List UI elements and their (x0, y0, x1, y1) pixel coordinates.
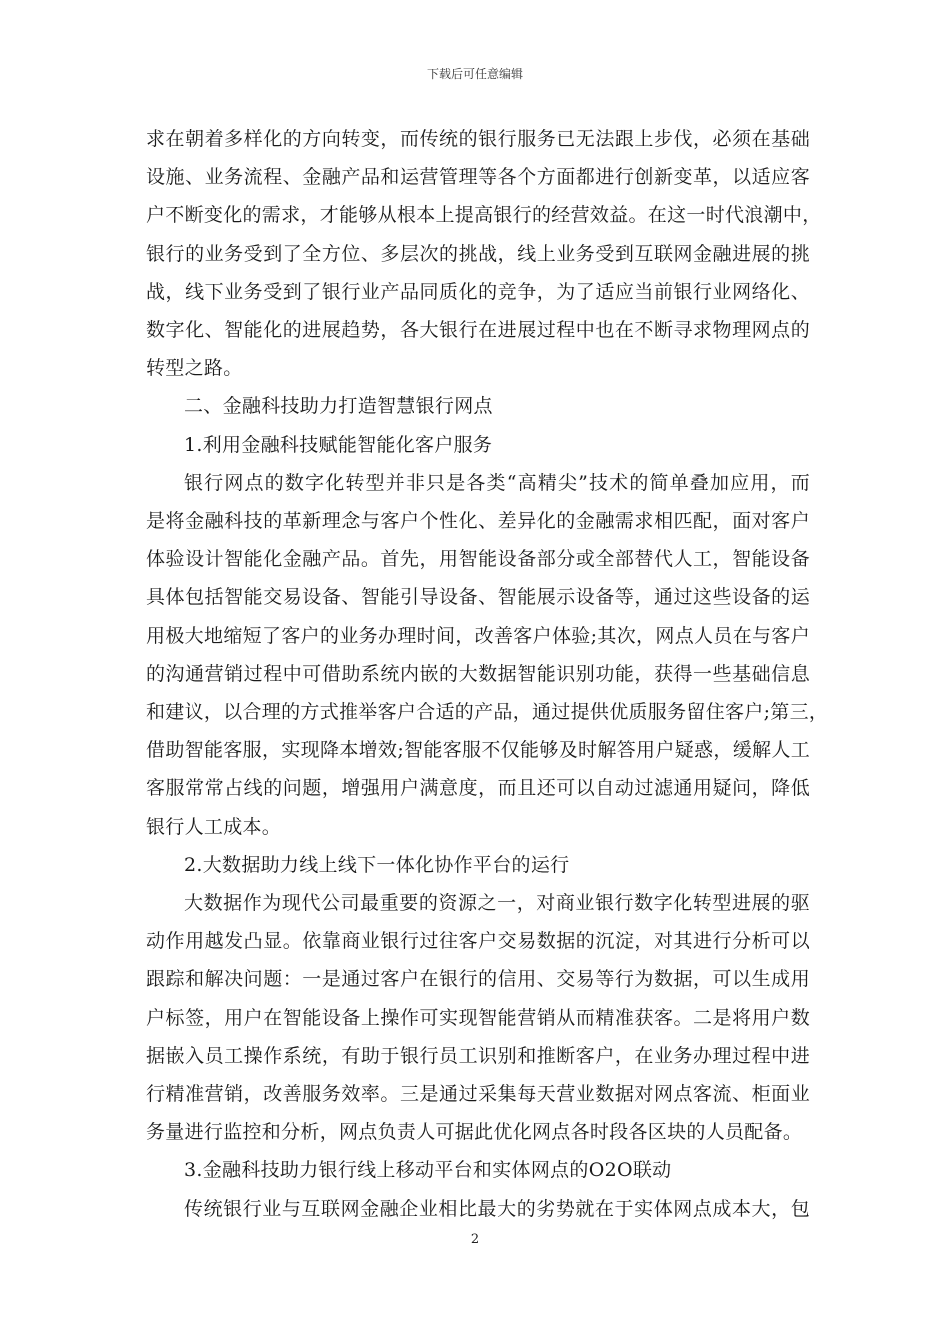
body-line: 银行网点的数字化转型并非只是各类“高精尖”技术的简单叠加应用，而 (184, 471, 810, 494)
body-line: 动作用越发凸显。依靠商业银行过往客户交易数据的沉淀，对其进行分析可以 (146, 930, 810, 953)
document-body (146, 120, 829, 1228)
body-line: 数字化、智能化的进展趋势，各大银行在进展过程中也在不断寻求物理网点的 (146, 319, 810, 342)
body-line: 体验设计智能化金融产品。首先，用智能设备部分或全部替代人工，智能设备 (146, 548, 810, 571)
body-line: 战，线下业务受到了银行业产品同质化的竞争，为了适应当前银行业网络化、 (146, 280, 810, 303)
body-line: 户不断变化的需求，才能够从根本上提高银行的经营效益。在这一时代浪潮中， (146, 204, 822, 227)
body-line: 银行人工成本。 (146, 815, 282, 838)
body-line: 的沟通营销过程中可借助系统内嵌的大数据智能识别功能，获得一些基础信息 (146, 662, 810, 685)
body-line: 是将金融科技的革新理念与客户个性化、差异化的金融需求相匹配，面对客户 (146, 510, 810, 533)
body-line: 设施、业务流程、金融产品和运营管理等各个方面都进行创新变革，以适应客 (146, 166, 810, 189)
body-line: 求在朝着多样化的方向转变，而传统的银行服务已无法跟上步伐，必须在基础 (146, 128, 810, 150)
section-heading: 二、金融科技助力打造智慧银行网点 (184, 395, 493, 418)
body-line: 传统银行业与互联网金融企业相比最大的劣势就在于实体网点成本大，包 (184, 1197, 810, 1220)
body-line: 跟踪和解决问题：一是通过客户在银行的信用、交易等行为数据，可以生成用 (146, 968, 810, 991)
subsection-heading: 2.大数据助力线上线下一体化协作平台的运行 (184, 853, 570, 876)
body-line: 行精准营销，改善服务效率。三是通过采集每天营业数据对网点客流、柜面业 (146, 1083, 810, 1106)
body-line: 转型之路。 (146, 357, 243, 380)
body-line: 和建议，以合理的方式推举客户合适的产品，通过提供优质服务留住客户;第三， (146, 701, 829, 724)
page-header: 下载后可任意编辑 (426, 67, 523, 81)
body-line: 客服常常占线的问题，增强用户满意度，而且还可以自动过滤通用疑问，降低 (146, 777, 810, 800)
subsection-heading: 3.金融科技助力银行线上移动平台和实体网点的O2O联动 (184, 1159, 672, 1182)
body-line: 借助智能客服，实现降本增效;智能客服不仅能够及时解答用户疑惑，缓解人工 (146, 739, 810, 762)
body-line: 银行的业务受到了全方位、多层次的挑战，线上业务受到互联网金融进展的挑 (146, 242, 810, 265)
body-line: 务量进行监控和分析，网点负责人可据此优化网点各时段各区块的人员配备。 (146, 1121, 803, 1144)
body-line: 大数据作为现代公司最重要的资源之一，对商业银行数字化转型进展的驱 (184, 892, 810, 915)
subsection-heading: 1.利用金融科技赋能智能化客户服务 (184, 433, 493, 456)
body-line: 用极大地缩短了客户的业务办理时间，改善客户体验;其次，网点人员在与客户 (146, 624, 810, 647)
body-line: 户标签，用户在智能设备上操作可实现智能营销从而精准获客。二是将用户数 (146, 1006, 810, 1029)
body-line: 据嵌入员工操作系统，有助于银行员工识别和推断客户，在业务办理过程中进 (146, 1044, 810, 1067)
body-line: 具体包括智能交易设备、智能引导设备、智能展示设备等，通过这些设备的运 (146, 586, 810, 609)
page-number: 2 (470, 1232, 480, 1247)
